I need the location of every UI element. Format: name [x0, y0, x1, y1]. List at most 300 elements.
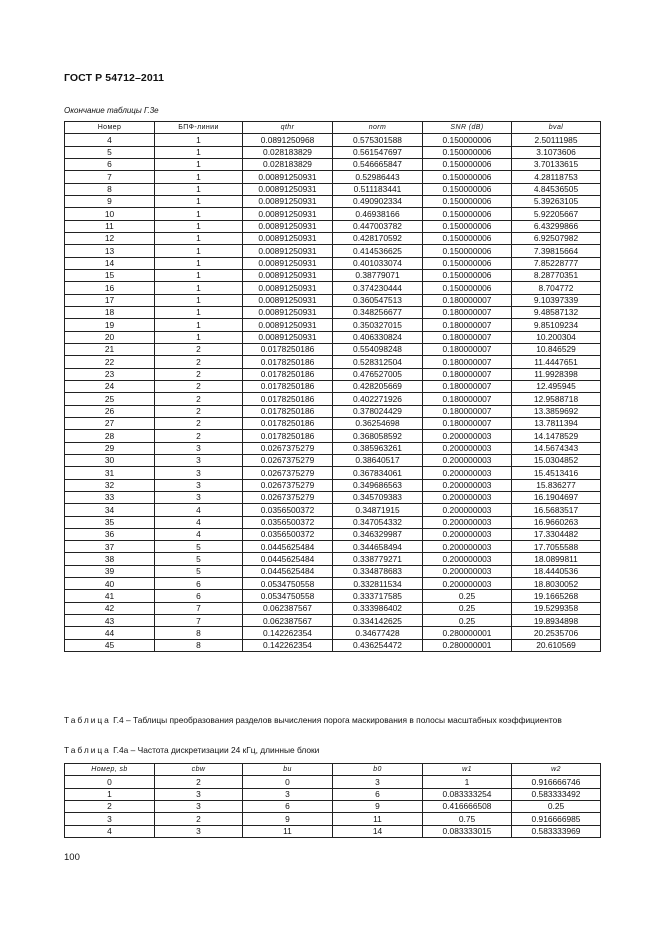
column-header: Номер, sb [65, 764, 155, 776]
table-cell: 24 [65, 380, 155, 392]
table-cell: 0.583333969 [512, 825, 601, 837]
table-cell: 0.028183829 [243, 146, 333, 158]
table-row [65, 615, 601, 627]
table-cell: 0.25 [423, 615, 512, 627]
table-cell: 29 [65, 442, 155, 454]
table-row [65, 220, 601, 232]
table-cell: 16.1904697 [512, 491, 601, 503]
table-cell: 3 [243, 788, 333, 800]
table-cell: 6 [155, 578, 243, 590]
table-cell: 16 [65, 282, 155, 294]
table-row [65, 516, 601, 528]
table-cell: 0.347054332 [333, 516, 423, 528]
table-cell: 0.0178250186 [243, 380, 333, 392]
table-cell: 8.28770351 [512, 269, 601, 281]
table-cell: 0.180000007 [423, 331, 512, 343]
table-cell: 4.28118753 [512, 171, 601, 183]
table-row [65, 565, 601, 577]
table-cell: 0.0267375279 [243, 479, 333, 491]
table-row [65, 417, 601, 429]
column-header: БПФ-линии [155, 122, 243, 134]
column-header: qthr [243, 122, 333, 134]
table-row [65, 541, 601, 553]
table-cell: 0.0534750558 [243, 578, 333, 590]
column-header: cbw [155, 764, 243, 776]
partition-table [64, 763, 601, 838]
table-cell: 0.348256677 [333, 306, 423, 318]
table-cell: 0.00891250931 [243, 331, 333, 343]
table-row [65, 430, 601, 442]
table-cell: 43 [65, 615, 155, 627]
table-g4a-label: Таблица [64, 745, 111, 755]
page-number: 100 [64, 852, 80, 863]
table-row [65, 467, 601, 479]
table-cell: 12.495945 [512, 380, 601, 392]
table-cell: 10.846529 [512, 343, 601, 355]
column-header: bu [243, 764, 333, 776]
table-cell: 9.85109234 [512, 319, 601, 331]
table-cell: 1 [155, 220, 243, 232]
table-cell: 0.200000003 [423, 504, 512, 516]
table-row [65, 380, 601, 392]
table-cell: 1 [155, 319, 243, 331]
table-cell: 0.180000007 [423, 380, 512, 392]
table-cell: 0.447003782 [333, 220, 423, 232]
table-g4a-title [64, 745, 319, 756]
table-row [65, 195, 601, 207]
table-cell: 3 [155, 454, 243, 466]
table-cell: 0.0356500372 [243, 504, 333, 516]
table-cell: 0.200000003 [423, 528, 512, 540]
table-cell: 18.8030052 [512, 578, 601, 590]
table-cell: 0.34677428 [333, 627, 423, 639]
table-cell: 42 [65, 602, 155, 614]
table-row [65, 393, 601, 405]
table-cell: 41 [65, 590, 155, 602]
table-cell: 0.583333492 [512, 788, 601, 800]
table-cell: 6.43299866 [512, 220, 601, 232]
table-cell: 0.0534750558 [243, 590, 333, 602]
table-cell: 0.75 [423, 813, 512, 825]
table-cell: 0.062387567 [243, 602, 333, 614]
table-cell: 1 [155, 232, 243, 244]
table-cell: 3 [155, 788, 243, 800]
table-row [65, 232, 601, 244]
table-row [65, 504, 601, 516]
table-cell: 0 [243, 776, 333, 788]
table-cell: 2 [65, 800, 155, 812]
table-cell: 0.334142625 [333, 615, 423, 627]
table-cell: 0.083333254 [423, 788, 512, 800]
table-cell: 14.5674343 [512, 442, 601, 454]
table-cell: 0.345709383 [333, 491, 423, 503]
table-cell: 0.00891250931 [243, 171, 333, 183]
table-cell: 1 [155, 208, 243, 220]
table-cell: 36 [65, 528, 155, 540]
table-cell: 3 [155, 479, 243, 491]
table-cell: 0.00891250931 [243, 232, 333, 244]
table-cell: 0.25 [423, 590, 512, 602]
table-cell: 0.00891250931 [243, 195, 333, 207]
table-cell: 2 [155, 776, 243, 788]
table-cell: 0.200000003 [423, 516, 512, 528]
table-row [65, 553, 601, 565]
table-cell: 6.92507982 [512, 232, 601, 244]
table-cell: 0.150000006 [423, 232, 512, 244]
table-cell: 1 [155, 294, 243, 306]
table-cell: 0.476527005 [333, 368, 423, 380]
table-continuation-caption: Окончание таблицы Г.3е [64, 106, 159, 115]
table-cell: 45 [65, 639, 155, 651]
table-cell: 3 [333, 776, 423, 788]
table-cell: 6 [333, 788, 423, 800]
table-cell: 1 [155, 282, 243, 294]
table-cell: 26 [65, 405, 155, 417]
table-cell: 16.9660263 [512, 516, 601, 528]
table-cell: 2.50111985 [512, 134, 601, 146]
table-cell: 1 [155, 257, 243, 269]
table-cell: 7 [155, 602, 243, 614]
table-cell: 0.200000003 [423, 479, 512, 491]
table-cell: 0.350327015 [333, 319, 423, 331]
table-cell: 5.92205667 [512, 208, 601, 220]
table-g4a-text: Г.4а – Частота дискретизации 24 кГц, длинные блоки [110, 745, 320, 755]
table-cell: 0.180000007 [423, 356, 512, 368]
table-cell: 0.180000007 [423, 294, 512, 306]
table-cell: 14.1478529 [512, 430, 601, 442]
table-cell: 5 [65, 146, 155, 158]
table-cell: 1 [155, 331, 243, 343]
table-row [65, 602, 601, 614]
table-cell: 0.0445625484 [243, 553, 333, 565]
column-header: norm [333, 122, 423, 134]
table-cell: 11.9928398 [512, 368, 601, 380]
table-cell: 17 [65, 294, 155, 306]
column-header: w2 [512, 764, 601, 776]
table-cell: 0.150000006 [423, 269, 512, 281]
table-cell: 20 [65, 331, 155, 343]
table-cell: 9 [65, 195, 155, 207]
table-cell: 30 [65, 454, 155, 466]
table-row [65, 825, 601, 837]
table-cell: 0.368058592 [333, 430, 423, 442]
table-cell: 19.5299358 [512, 602, 601, 614]
table-g4-text: Г.4 – Таблицы преобразования разделов вычисления порога маскирования в полосы масштабных коэффициентов [110, 715, 562, 725]
table-row [65, 479, 601, 491]
table-cell: 13.7811394 [512, 417, 601, 429]
table-cell: 0.200000003 [423, 454, 512, 466]
table-cell: 0.0178250186 [243, 356, 333, 368]
table-cell: 0.428205669 [333, 380, 423, 392]
table-cell: 0.200000003 [423, 553, 512, 565]
table-cell: 0.150000006 [423, 257, 512, 269]
table-cell: 5 [155, 541, 243, 553]
table-g4-title [64, 715, 600, 726]
table-cell: 1 [155, 158, 243, 170]
table-cell: 0.200000003 [423, 565, 512, 577]
table-row [65, 491, 601, 503]
table-cell: 0.180000007 [423, 417, 512, 429]
table-cell: 0.200000003 [423, 467, 512, 479]
table-row [65, 776, 601, 788]
threshold-table [64, 121, 601, 652]
table-row [65, 158, 601, 170]
table-cell: 3 [155, 442, 243, 454]
table-cell: 0.0178250186 [243, 417, 333, 429]
table-cell: 9 [243, 813, 333, 825]
table-cell: 18 [65, 306, 155, 318]
table-row [65, 454, 601, 466]
table-row [65, 146, 601, 158]
table-cell: 12 [65, 232, 155, 244]
table-cell: 25 [65, 393, 155, 405]
table-cell: 17.7055588 [512, 541, 601, 553]
table-cell: 0.338779271 [333, 553, 423, 565]
table-cell: 14 [65, 257, 155, 269]
table-cell: 0.344658494 [333, 541, 423, 553]
table-cell: 0.150000006 [423, 282, 512, 294]
table-cell: 9.10397339 [512, 294, 601, 306]
table-cell: 0.180000007 [423, 405, 512, 417]
table-row [65, 183, 601, 195]
table-cell: 0.916666746 [512, 776, 601, 788]
table-cell: 0.334878683 [333, 565, 423, 577]
table-cell: 0.0445625484 [243, 541, 333, 553]
table-cell: 0.25 [423, 602, 512, 614]
table-row [65, 639, 601, 651]
table-cell: 15.4513416 [512, 467, 601, 479]
table-cell: 18.4440536 [512, 565, 601, 577]
table-cell: 1 [155, 146, 243, 158]
table-cell: 39 [65, 565, 155, 577]
table-cell: 0.561547697 [333, 146, 423, 158]
table-cell: 0.150000006 [423, 220, 512, 232]
table-cell: 0.200000003 [423, 491, 512, 503]
table-cell: 0.416666508 [423, 800, 512, 812]
table-row [65, 578, 601, 590]
table-cell: 35 [65, 516, 155, 528]
table-cell: 20.2535706 [512, 627, 601, 639]
table-cell: 0.0178250186 [243, 393, 333, 405]
table-cell: 18.0899811 [512, 553, 601, 565]
table-cell: 0.360547513 [333, 294, 423, 306]
table-cell: 0 [65, 776, 155, 788]
table-cell: 1 [155, 245, 243, 257]
table-cell: 0.150000006 [423, 245, 512, 257]
table-cell: 0.0267375279 [243, 467, 333, 479]
table-row [65, 442, 601, 454]
table-cell: 2 [155, 393, 243, 405]
table-cell: 2 [155, 405, 243, 417]
table-cell: 0.0356500372 [243, 516, 333, 528]
table-cell: 11 [333, 813, 423, 825]
table-row [65, 269, 601, 281]
table-cell: 0.406330824 [333, 331, 423, 343]
table-row [65, 813, 601, 825]
table-cell: 22 [65, 356, 155, 368]
table-cell: 11 [65, 220, 155, 232]
table-cell: 0.332811534 [333, 578, 423, 590]
table-row [65, 788, 601, 800]
table-cell: 0.0445625484 [243, 565, 333, 577]
table-cell: 0.333986402 [333, 602, 423, 614]
table-cell: 1 [155, 195, 243, 207]
table-cell: 3 [65, 813, 155, 825]
table-cell: 11 [243, 825, 333, 837]
table-cell: 6 [243, 800, 333, 812]
table-cell: 0.916666985 [512, 813, 601, 825]
table-row [65, 171, 601, 183]
table-cell: 0.00891250931 [243, 245, 333, 257]
table-cell: 0.150000006 [423, 158, 512, 170]
column-header: w1 [423, 764, 512, 776]
table-cell: 19.8934898 [512, 615, 601, 627]
table-cell: 1 [423, 776, 512, 788]
table-header-row [65, 764, 601, 776]
table-cell: 0.554098248 [333, 343, 423, 355]
table-cell: 2 [155, 368, 243, 380]
table-cell: 0.401033074 [333, 257, 423, 269]
table-cell: 27 [65, 417, 155, 429]
table-cell: 2 [155, 380, 243, 392]
table-row [65, 627, 601, 639]
table-cell: 14 [333, 825, 423, 837]
table-cell: 0.374230444 [333, 282, 423, 294]
table-cell: 0.436254472 [333, 639, 423, 651]
table-cell: 19.1665268 [512, 590, 601, 602]
table-cell: 0.142262354 [243, 639, 333, 651]
table-cell: 2 [155, 343, 243, 355]
table-cell: 4 [155, 504, 243, 516]
table-cell: 0.34871915 [333, 504, 423, 516]
table-cell: 8 [155, 627, 243, 639]
table-cell: 0.25 [512, 800, 601, 812]
table-cell: 4 [155, 516, 243, 528]
table-cell: 17.3304482 [512, 528, 601, 540]
table-cell: 19 [65, 319, 155, 331]
table-cell: 3 [155, 491, 243, 503]
table-cell: 0.0178250186 [243, 430, 333, 442]
table-cell: 0.150000006 [423, 183, 512, 195]
table-row [65, 294, 601, 306]
table-cell: 0.200000003 [423, 541, 512, 553]
table-row [65, 257, 601, 269]
table-row [65, 331, 601, 343]
table-cell: 0.150000006 [423, 171, 512, 183]
table-cell: 0.083333015 [423, 825, 512, 837]
table-cell: 0.200000003 [423, 442, 512, 454]
table-cell: 0.180000007 [423, 368, 512, 380]
table-cell: 5.39263105 [512, 195, 601, 207]
table-cell: 0.428170592 [333, 232, 423, 244]
table-cell: 7.39815664 [512, 245, 601, 257]
table-cell: 3 [155, 800, 243, 812]
table-cell: 4 [65, 134, 155, 146]
table-cell: 0.180000007 [423, 319, 512, 331]
table-cell: 0.00891250931 [243, 282, 333, 294]
table-cell: 5 [155, 565, 243, 577]
table-cell: 9 [333, 800, 423, 812]
table-cell: 0.546665847 [333, 158, 423, 170]
table-cell: 34 [65, 504, 155, 516]
table-cell: 0.150000006 [423, 134, 512, 146]
table-cell: 40 [65, 578, 155, 590]
table-cell: 0.52986443 [333, 171, 423, 183]
table-cell: 0.00891250931 [243, 257, 333, 269]
table-cell: 6 [155, 590, 243, 602]
table-cell: 1 [155, 171, 243, 183]
table-cell: 0.414536625 [333, 245, 423, 257]
standard-header: ГОСТ Р 54712–2011 [64, 72, 165, 84]
table-row [65, 343, 601, 355]
table-cell: 23 [65, 368, 155, 380]
table-cell: 0.385963261 [333, 442, 423, 454]
table-cell: 0.490902334 [333, 195, 423, 207]
table-cell: 0.46938166 [333, 208, 423, 220]
column-header: SNR (dB) [423, 122, 512, 134]
table-cell: 0.00891250931 [243, 183, 333, 195]
table-cell: 0.36254698 [333, 417, 423, 429]
table-cell: 0.00891250931 [243, 306, 333, 318]
column-header: b0 [333, 764, 423, 776]
table-cell: 0.280000001 [423, 627, 512, 639]
table-cell: 0.0267375279 [243, 442, 333, 454]
table-row [65, 306, 601, 318]
table-cell: 0.0178250186 [243, 368, 333, 380]
table-cell: 12.9588718 [512, 393, 601, 405]
table-cell: 9.48587132 [512, 306, 601, 318]
table-cell: 3 [155, 467, 243, 479]
table-row [65, 590, 601, 602]
table-cell: 0.00891250931 [243, 294, 333, 306]
table-cell: 15.836277 [512, 479, 601, 491]
table-cell: 0.0178250186 [243, 405, 333, 417]
table-cell: 0.346329987 [333, 528, 423, 540]
table-row [65, 208, 601, 220]
table-cell: 0.0891250968 [243, 134, 333, 146]
table-cell: 0.280000001 [423, 639, 512, 651]
table-row [65, 134, 601, 146]
table-cell: 11.4447651 [512, 356, 601, 368]
table-cell: 0.378024429 [333, 405, 423, 417]
column-header: Номер [65, 122, 155, 134]
table-cell: 10.200304 [512, 331, 601, 343]
table-cell: 2 [155, 417, 243, 429]
table-cell: 0.38640517 [333, 454, 423, 466]
table-cell: 37 [65, 541, 155, 553]
table-row [65, 245, 601, 257]
table-cell: 6 [65, 158, 155, 170]
table-cell: 3.70133615 [512, 158, 601, 170]
table-cell: 0.402271926 [333, 393, 423, 405]
table-cell: 8 [155, 639, 243, 651]
table-cell: 32 [65, 479, 155, 491]
table-cell: 4 [65, 825, 155, 837]
table-cell: 3.1073606 [512, 146, 601, 158]
table-cell: 0.349686563 [333, 479, 423, 491]
table-g4-label: Таблица [64, 715, 111, 725]
table-cell: 0.180000007 [423, 393, 512, 405]
table-row [65, 356, 601, 368]
column-header: bval [512, 122, 601, 134]
table-cell: 1 [155, 306, 243, 318]
table-cell: 3 [155, 825, 243, 837]
table-cell: 0.200000003 [423, 578, 512, 590]
table-cell: 44 [65, 627, 155, 639]
table-row [65, 405, 601, 417]
table-cell: 0.528312504 [333, 356, 423, 368]
table-cell: 1 [155, 183, 243, 195]
